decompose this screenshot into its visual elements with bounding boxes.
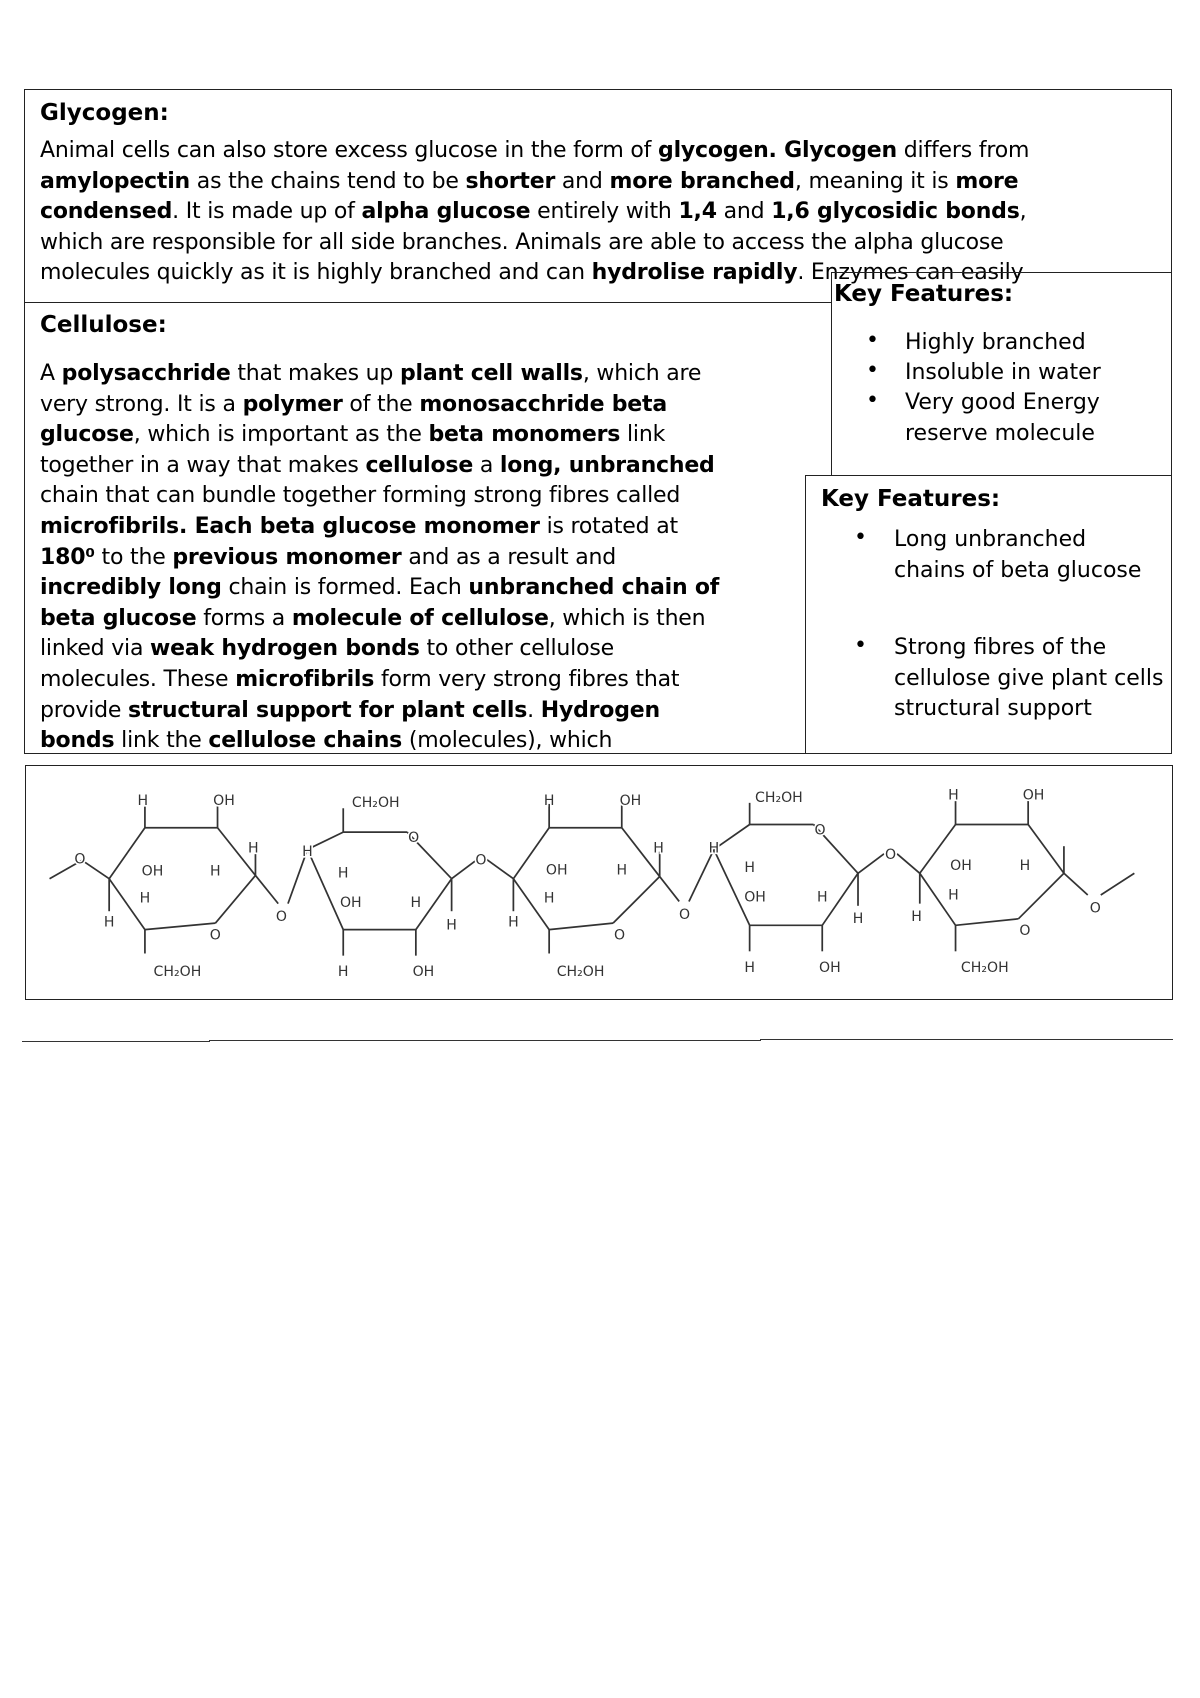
bold-term: Hydrogen (540, 697, 660, 723)
text-segment: of the (342, 391, 420, 417)
text-segment: that makes up (230, 361, 400, 386)
divider-line-3 (760, 1039, 1173, 1040)
cellulose-structure-diagram (25, 765, 1173, 1000)
bold-term: microfibrils (235, 667, 375, 692)
bold-term: polymer (242, 391, 343, 417)
glycogen-text-line (40, 138, 1029, 163)
bond-line (145, 923, 215, 930)
atom-label: H (103, 914, 115, 931)
bold-term: weak hydrogen bonds (150, 636, 420, 662)
atom-label: OH (818, 959, 841, 976)
bold-term: condensed (40, 199, 173, 225)
bold-term: glucose (40, 422, 134, 448)
atom-label: O (884, 847, 897, 864)
bold-term: glycogen. Glycogen (658, 138, 897, 163)
text-segment: . It is made up of (172, 199, 362, 225)
text-segment: A (40, 361, 62, 386)
bullet-icon: • (866, 328, 879, 353)
atom-label: CH₂OH (351, 795, 400, 812)
atom-label: OH (950, 858, 972, 875)
glycogen-text-line (40, 169, 1018, 194)
bold-term: molecule of cellulose (291, 605, 549, 631)
text-segment: (molecules), which (402, 728, 613, 754)
bold-term: cellulose (365, 452, 474, 478)
bullet-icon: • (866, 388, 879, 413)
atom-label: H (948, 787, 959, 804)
bold-term: structural support for plant cells (128, 697, 528, 723)
bullet-icon: • (866, 358, 879, 383)
bond-line (1018, 873, 1064, 919)
atom-label: H (508, 914, 519, 931)
cellulose-key-features-box (805, 475, 1172, 754)
cellulose-key-features-title: Key Features: (821, 486, 1001, 512)
bold-term: polysacchride (61, 361, 231, 386)
atom-label: CH₂OH (556, 964, 605, 981)
atom-label: OH (744, 889, 766, 906)
cellulose-text-line (40, 392, 667, 417)
text-segment: form very strong fibres that (374, 667, 680, 692)
bold-term: alpha glucose (361, 199, 531, 225)
text-segment: entirely with (530, 199, 679, 225)
bold-term: plant cell walls (399, 361, 583, 386)
bullet-icon: • (854, 525, 867, 550)
bold-term: hydrolise rapidly (591, 260, 798, 286)
atom-label: OH (1022, 787, 1045, 804)
atom-label: H (911, 908, 922, 925)
bold-term: cellulose chains (208, 728, 403, 754)
atom-label: CH₂OH (755, 789, 803, 806)
cellulose-text-line (40, 545, 616, 570)
text-segment: link the (114, 728, 209, 754)
text-segment: chain that can bundle together forming strong fibres called (40, 483, 681, 509)
key-feature-item: Highly branched (905, 330, 1086, 355)
text-segment: provide (40, 697, 129, 723)
glycogen-title: Glycogen: (40, 100, 169, 126)
atom-label: H (302, 843, 313, 860)
bond-line (714, 825, 750, 850)
glycogen-text-line (40, 199, 1026, 224)
text-segment: and (555, 168, 610, 194)
atom-label: H (410, 894, 422, 911)
bond-line (1064, 873, 1088, 895)
atom-label: OH (339, 894, 362, 911)
text-segment: very strong. It is a (40, 391, 243, 417)
atom-label: H (337, 964, 349, 981)
atom-label: H (210, 863, 221, 880)
atom-label: H (948, 887, 959, 904)
bold-term: more (955, 168, 1019, 194)
atom-label: H (653, 840, 664, 857)
bond-line (689, 849, 714, 901)
text-segment: , which is important as the (133, 422, 429, 448)
atom-label: OH (412, 964, 435, 981)
bond-line (486, 859, 513, 879)
glycogen-key-features-title: Key Features: (834, 281, 1014, 307)
atom-label: H (852, 911, 864, 928)
bond-line (82, 860, 109, 878)
atom-label: H (816, 889, 828, 906)
cellulose-text-line (40, 728, 612, 753)
bond-line (255, 875, 278, 903)
key-feature-item: Very good Energy reserve molecule (905, 390, 1100, 446)
atom-label: H (139, 890, 151, 907)
bond-line (1028, 825, 1064, 874)
bold-term: more branched (609, 168, 795, 194)
atom-label: O (408, 829, 420, 846)
cellulose-text-line (40, 483, 680, 508)
atom-label: O (74, 851, 86, 868)
bold-term: unbranched chain of (468, 575, 720, 601)
atom-label: H (543, 793, 555, 810)
text-segment: linked via (40, 636, 151, 662)
bold-term: monosacchride beta (419, 391, 667, 417)
atom-label: H (247, 840, 259, 857)
bond-line (858, 854, 884, 874)
bond-line (897, 854, 920, 874)
text-segment: link (620, 422, 666, 448)
bond-line (1101, 873, 1135, 895)
beta-glucose-chain-diagram (26, 766, 1172, 999)
bond-line (549, 923, 613, 930)
bond-line (513, 828, 549, 879)
glycogen-key-features-box (831, 272, 1172, 476)
atom-label: O (475, 852, 487, 869)
text-segment: to the (94, 544, 173, 570)
atom-label: O (275, 908, 288, 925)
text-segment: and (716, 199, 772, 225)
text-segment: , which are (582, 361, 702, 386)
cellulose-box (24, 302, 832, 754)
text-segment: molecules quickly as it is highly branched and can (40, 260, 592, 286)
text-segment: is rotated at (539, 514, 678, 539)
key-feature-item: Strong fibres of the cellulose give plant cells structural support (894, 635, 1164, 721)
atom-label: H (708, 840, 720, 857)
atom-label: H (744, 959, 755, 976)
text-segment: molecules. These (40, 667, 236, 692)
atom-label: H (446, 917, 457, 934)
atom-label: H (137, 793, 149, 810)
text-segment: Animal cells can also store excess glucose in the form of (40, 138, 659, 163)
bullet-icon: • (854, 633, 867, 658)
cellulose-text-line (40, 667, 679, 692)
atom-label: O (679, 906, 691, 923)
atom-label: O (1019, 923, 1031, 940)
atom-label: O (209, 927, 221, 944)
bond-line (613, 877, 660, 924)
key-feature-item: Long unbranched chains of beta glucose (894, 527, 1142, 583)
atom-label: H (1019, 858, 1031, 875)
text-segment: . Enzymes can easily (797, 260, 1024, 286)
bond-line (307, 832, 343, 849)
text-segment: a (473, 452, 500, 478)
bold-term: incredibly long (40, 575, 222, 601)
text-segment: and as a result and (401, 544, 617, 570)
atom-label: O (1089, 900, 1101, 917)
bold-term: previous monomer (172, 544, 402, 570)
text-segment: , meaning it is (794, 168, 956, 194)
cellulose-title: Cellulose: (40, 312, 167, 338)
atom-label: H (337, 865, 349, 882)
cellulose-text-line (40, 575, 719, 600)
bold-term: microfibrils. Each beta glucose monomer (40, 514, 540, 539)
cellulose-text-line (40, 361, 701, 386)
bond-line (307, 849, 343, 929)
atom-label: OH (141, 863, 164, 880)
cellulose-text-line (40, 606, 705, 631)
bold-term: amylopectin (40, 168, 190, 194)
bold-term: bonds (40, 728, 115, 754)
atom-label: O (814, 822, 826, 839)
text-segment: together in a way that makes (40, 452, 366, 478)
bond-line (956, 919, 1019, 926)
atom-label: O (614, 927, 626, 944)
bold-term: 1,4 (678, 199, 717, 225)
cellulose-text-line (40, 422, 665, 447)
divider-line-1 (22, 1041, 210, 1042)
text-segment: forms a (196, 605, 292, 631)
atom-label: H (744, 860, 755, 877)
text-segment: which are responsible for all side branches. Animals are able to access the alpha glucose (40, 229, 1004, 255)
bold-term: shorter (465, 168, 556, 194)
bond-line (215, 875, 255, 923)
atom-label: CH₂OH (153, 964, 202, 981)
cellulose-text-line (40, 636, 614, 661)
glycogen-text-line (40, 230, 1004, 255)
bold-term: beta glucose (40, 605, 197, 631)
bond-line (660, 877, 680, 902)
key-feature-item: Insoluble in water (905, 360, 1101, 385)
divider-line-2 (209, 1040, 761, 1041)
text-segment: , (1019, 199, 1027, 225)
text-segment: , which is then (548, 605, 706, 631)
atom-label: OH (545, 862, 568, 879)
text-segment: as the chains tend to be (190, 168, 466, 194)
cellulose-text-line (40, 698, 660, 723)
text-segment: . (527, 697, 541, 723)
bold-term: 180⁰ (40, 544, 95, 570)
text-segment: to other cellulose (419, 636, 614, 662)
atom-label: OH (213, 793, 235, 810)
atom-label: H (616, 862, 628, 879)
atom-label: H (543, 890, 555, 907)
text-segment: chain is formed. Each (221, 575, 469, 601)
bold-term: long, unbranched (499, 452, 715, 478)
bold-term: 1,6 glycosidic bonds (771, 199, 1020, 225)
bond-line (452, 859, 478, 879)
cellulose-text-line (40, 453, 715, 478)
text-segment: differs from (897, 138, 1030, 163)
bold-term: beta monomers (428, 422, 621, 448)
bond-line (109, 828, 145, 879)
atom-label: CH₂OH (960, 959, 1009, 976)
cellulose-text-line (40, 514, 678, 539)
atom-label: OH (619, 793, 642, 810)
